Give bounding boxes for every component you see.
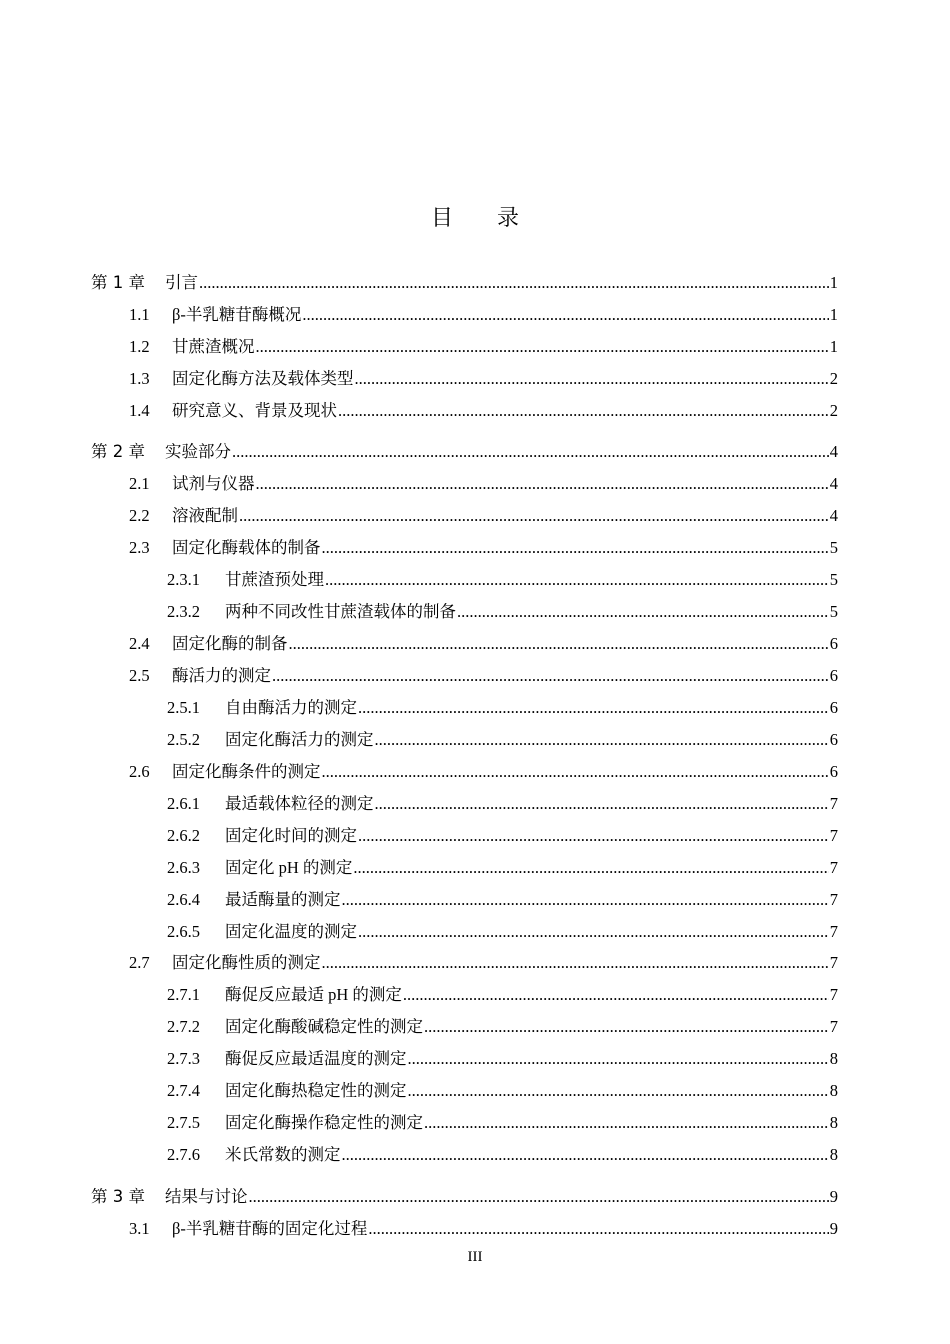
toc-entry-page: 1 [829,273,838,292]
toc-entry-number: 2.7.3 [167,1049,200,1069]
toc-entry-number: 2.3.1 [167,570,200,590]
toc-entry-number: 2.6.4 [167,889,200,909]
toc-entry-number: 2.5 [129,665,150,685]
toc-leader-dots [358,697,829,719]
toc-section-entry[interactable] [129,473,838,495]
toc-section-entry[interactable] [167,1112,838,1134]
toc-leader-dots [289,633,829,655]
toc-entry-title: 溶液配制 [172,506,238,526]
toc-entry-title: 酶促反应最适温度的测定 [225,1049,407,1069]
toc-leader-dots [322,537,829,559]
toc-section-entry[interactable] [129,304,838,326]
toc-entry-title: 结果与讨论 [165,1186,248,1206]
toc-entry-page: 4 [829,474,838,494]
toc-leader-dots [239,505,829,527]
toc-section-entry[interactable] [167,889,838,911]
toc-entry-page: 7 [829,953,838,973]
toc-entry-page: 8 [829,1081,838,1101]
toc-leader-dots [424,1112,829,1134]
toc-section-entry[interactable] [129,336,838,358]
toc-leader-dots [342,889,829,911]
toc-entry-number: 2.7.2 [167,1017,200,1037]
toc-leader-dots [256,473,829,495]
toc-leader-dots [424,1016,829,1038]
toc-entry-title: 固定化时间的测定 [225,825,357,845]
toc-entry-number: 2.6.3 [167,857,200,877]
toc-entry-page: 9 [829,1218,838,1238]
toc-entry-page: 4 [829,506,838,526]
toc-section-entry[interactable] [129,952,838,974]
toc-entry-title: 最适载体粒径的测定 [225,793,374,813]
toc-section-entry[interactable] [167,857,838,879]
toc-entry-title: 米氏常数的测定 [225,1145,341,1165]
toc-entry-title: 固定化酶的制备 [172,633,288,653]
toc-chapter-entry[interactable] [91,441,838,463]
toc-section-entry[interactable] [129,761,838,783]
toc-entry-number: 1.3 [129,368,150,388]
toc-entry-number: 1.1 [129,304,150,324]
toc-leader-dots [338,400,829,422]
toc-entry-title: 实验部分 [165,442,231,462]
toc-section-entry[interactable] [129,537,838,559]
toc-entry-number: 2.5.2 [167,729,200,749]
toc-leader-dots [358,921,829,943]
toc-entry-title: 固定化 pH 的测定 [225,857,353,877]
toc-section-entry[interactable] [129,665,838,687]
toc-entry-page: 5 [829,602,838,621]
toc-entry-title: 试剂与仪器 [172,474,255,494]
toc-entry-number: 3.1 [129,1218,150,1238]
toc-entry-number: 2.6.1 [167,793,200,813]
toc-leader-dots [302,304,828,326]
toc-entry-page: 6 [829,633,838,653]
toc-section-entry[interactable] [167,729,838,751]
toc-section-entry[interactable] [167,1080,838,1102]
toc-entry-title: 固定化酶操作稳定性的测定 [225,1113,423,1133]
toc-entry-page: 7 [829,1017,838,1037]
toc-entry-page: 7 [829,921,838,941]
toc-entry-title: β-半乳糖苷酶概况 [172,304,302,324]
toc-leader-dots [375,793,829,815]
toc-entry-page: 4 [829,442,838,462]
toc-leader-dots [358,825,829,847]
toc-leader-dots [408,1048,829,1070]
toc-entry-number: 2.3.2 [167,602,200,621]
toc-section-entry[interactable] [129,1218,838,1240]
toc-entry-number: 2.7.1 [167,985,200,1005]
toc-entry-number: 第 2 章 [91,442,145,462]
toc-section-entry[interactable] [167,1016,838,1038]
toc-leader-dots [232,441,829,463]
toc-entry-number: 2.7.6 [167,1145,200,1165]
toc-entry-page: 7 [829,825,838,845]
toc-entry-page: 6 [829,729,838,749]
toc-section-entry[interactable] [167,825,838,847]
toc-section-entry[interactable] [167,1048,838,1070]
toc-section-entry[interactable] [167,601,838,623]
toc-entry-number: 2.5.1 [167,697,200,717]
toc-leader-dots [408,1080,829,1102]
toc-entry-number: 2.4 [129,633,150,653]
toc-section-entry[interactable] [129,368,838,390]
toc-leader-dots [353,857,828,879]
toc-section-entry[interactable] [167,697,838,719]
toc-entry-number: 2.6.2 [167,825,200,845]
toc-section-entry[interactable] [167,984,838,1006]
toc-entry-title: 酶活力的测定 [172,665,271,685]
toc-section-entry[interactable] [129,633,838,655]
toc-entry-number: 2.2 [129,506,150,526]
toc-entry-number: 第 3 章 [91,1186,145,1206]
title-char-1: 目 [430,206,453,231]
toc-entry-title: 两种不同改性甘蔗渣载体的制备 [225,602,456,621]
toc-entry-number: 2.6.5 [167,921,200,941]
toc-section-entry[interactable] [167,793,838,815]
toc-entry-number: 第 1 章 [91,273,145,292]
title-char-2: 录 [497,206,520,231]
toc-entry-title: 固定化酶活力的测定 [225,729,374,749]
toc-leader-dots [322,761,829,783]
toc-leader-dots [375,729,829,751]
toc-leader-dots [355,368,829,390]
toc-entry-title: 固定化温度的测定 [225,921,357,941]
toc-entry-number: 2.7.4 [167,1081,200,1101]
toc-section-entry[interactable] [129,400,838,422]
toc-entry-title: 酶促反应最适 pH 的测定 [225,985,402,1005]
toc-section-entry[interactable] [167,569,838,591]
toc-entry-page: 8 [829,1145,838,1165]
toc-entry-page: 1 [829,336,838,356]
page-number-footer: III [467,1249,483,1265]
toc-entry-page: 9 [829,1186,838,1206]
toc-leader-dots [272,665,829,687]
toc-leader-dots [256,336,829,358]
toc-entry-title: 研究意义、背景及现状 [172,400,337,420]
toc-entry-number: 2.7.5 [167,1113,200,1133]
toc-chapter-entry[interactable] [91,272,838,294]
toc-entry-page: 7 [829,889,838,909]
toc-entry-title: 固定化酶条件的测定 [172,761,321,781]
toc-entry-page: 2 [829,400,838,420]
toc-entry-number: 2.1 [129,474,150,494]
toc-leader-dots [368,1218,828,1240]
toc-entry-page: 6 [829,761,838,781]
toc-chapter-entry[interactable] [91,1186,838,1208]
toc-leader-dots [403,984,829,1006]
toc-leader-dots [322,952,829,974]
toc-entry-title: 固定化酶性质的测定 [172,953,321,973]
toc-entry-page: 5 [829,570,838,590]
toc-entry-number: 2.3 [129,538,150,558]
toc-entry-page: 7 [829,985,838,1005]
toc-entry-title: 自由酶活力的测定 [225,697,357,717]
toc-entry-page: 6 [829,697,838,717]
toc-entry-number: 2.7 [129,953,150,973]
toc-leader-dots [457,601,829,623]
toc-entry-number: 1.2 [129,336,150,356]
toc-leader-dots [342,1144,829,1166]
toc-entry-number: 1.4 [129,400,150,420]
toc-entry-page: 2 [829,368,838,388]
toc-section-entry[interactable] [167,1144,838,1166]
toc-entry-page: 8 [829,1049,838,1069]
toc-entry-page: 1 [829,304,838,324]
toc-leader-dots [325,569,829,591]
toc-entry-page: 7 [829,793,838,813]
toc-section-entry[interactable] [167,921,838,943]
toc-entry-page: 7 [829,857,838,877]
toc-entry-title: β-半乳糖苷酶的固定化过程 [172,1218,368,1238]
toc-entry-title: 甘蔗渣概况 [172,336,255,356]
toc-entry-number: 2.6 [129,761,150,781]
toc-entry-title: 固定化酶方法及载体类型 [172,368,354,388]
toc-entry-title: 固定化酶酸碱稳定性的测定 [225,1017,423,1037]
toc-entry-title: 引言 [165,273,198,292]
toc-entry-title: 固定化酶热稳定性的测定 [225,1081,407,1101]
toc-section-entry[interactable] [129,505,838,527]
toc-leader-dots [199,272,829,294]
toc-leader-dots [249,1186,829,1208]
toc-entry-page: 6 [829,665,838,685]
toc-entry-title: 固定化酶载体的制备 [172,538,321,558]
toc-entry-page: 5 [829,538,838,558]
toc-entry-title: 最适酶量的测定 [225,889,341,909]
toc-entry-title: 甘蔗渣预处理 [225,570,324,590]
toc-entry-page: 8 [829,1113,838,1133]
